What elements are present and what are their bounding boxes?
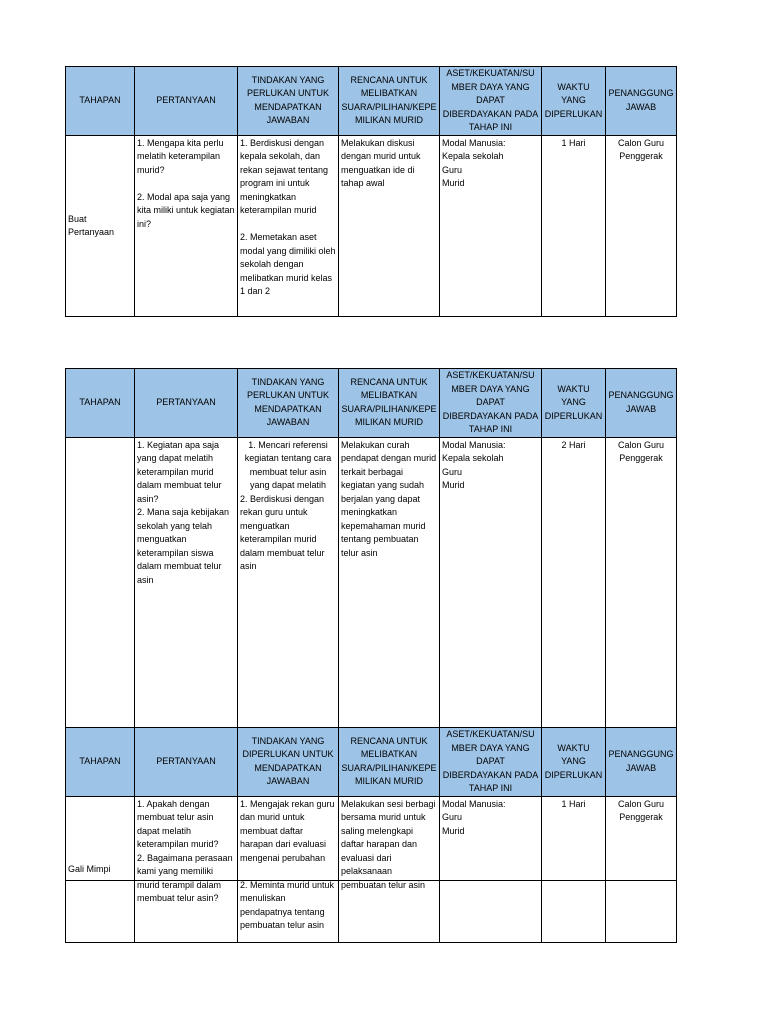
header-tindakan: TINDAKAN YANG DIPERLUKAN UNTUK MENDAPATKAN JAWABAN [238, 728, 339, 797]
header-tahapan: TAHAPAN [66, 67, 135, 136]
header-rencana: RENCANA UNTUK MELIBATKAN SUARA/PILIHAN/KEPE MILIKAN MURID [339, 67, 440, 136]
pertanyaan-item: 1. Apakah dengan membuat telur asin dapat melatih keterampilan murid? [137, 798, 219, 849]
rencana-cell: Melakukan sesi berbagi bersama murid untuk saling melengkapi daftar harapan dan evaluasi dari pelaksanaan pembuatan telur asin [339, 796, 440, 942]
tindakan-item: 1. Mengajak rekan guru dan murid untuk membuat daftar harapan dari evaluasi mengenai perubahan [240, 798, 335, 863]
tindakan-item: 1. Berdiskusi dengan kepala sekolah, dan rekan sejawat tentang program ini untuk meningkatkan keterampilan murid [240, 137, 329, 215]
aset-item: Guru [442, 164, 463, 175]
waktu-cell: 1 Hari [542, 135, 606, 316]
aset-item: Guru [442, 812, 463, 822]
header-waktu: WAKTU YANG DIPERLUKAN [542, 728, 606, 797]
header-tindakan: TINDAKAN YANG PERLUKAN UNTUK MENDAPATKAN JAWABAN [238, 67, 339, 136]
pertanyaan-item: 2. Modal apa saja yang kita miliki untuk kegiatan ini? [137, 191, 235, 229]
waktu-cell: 1 Hari [542, 796, 606, 942]
header-aset: ASET/KEKUATAN/SU MBER DAYA YANG DAPAT DIBERDAYAKAN PADA TAHAP INI [440, 369, 542, 438]
aset-item: Murid [442, 480, 465, 490]
tahapan-cell: Buat Pertanyaan [66, 135, 135, 316]
header-tahapan: TAHAPAN [66, 728, 135, 797]
header-waktu: WAKTU YANG DIPERLUKAN [542, 369, 606, 438]
header-penanggung-jawab: PENANGGUNG JAWAB [606, 67, 677, 136]
tahapan-cell: Gali Mimpi [66, 796, 135, 942]
pertanyaan-item: 1. Mengapa kita perlu melatih keterampilan murid? [137, 137, 224, 175]
header-pertanyaan: PERTANYAAN [135, 67, 238, 136]
tindakan-cell [238, 796, 339, 942]
tindakan-cell [238, 135, 339, 316]
header-rencana: RENCANA UNTUK MELIBATKAN SUARA/PILIHAN/KEPE MILIKAN MURID [339, 728, 440, 797]
tindakan-item: 2. Meminta murid untuk menuliskan pendapatnya tentang pembuatan telur asin [240, 879, 335, 930]
tindakan-item: 2. Memetakan aset modal yang dimiliki oleh sekolah dengan melibatkan murid kelas 1 dan 2 [240, 232, 336, 296]
header-tahapan: TAHAPAN [66, 369, 135, 438]
penanggung-jawab-cell: Calon Guru Penggerak [606, 135, 677, 316]
pertanyaan-item: 2. Mana saja kebijakan sekolah yang telah menguatkan keterampilan siswa dalam membuat telur asin [137, 507, 230, 585]
aset-item: Kepala sekolah [442, 453, 504, 463]
aset-item: Modal Manusia: [442, 798, 506, 809]
pertanyaan-cell [135, 135, 238, 316]
aset-cell [440, 135, 542, 316]
table-header-row [66, 369, 677, 438]
header-penanggung-jawab: PENANGGUNG JAWAB [606, 728, 677, 797]
aset-item: Kepala sekolah [442, 151, 504, 161]
header-penanggung-jawab: PENANGGUNG JAWAB [606, 369, 677, 438]
header-aset: ASET/KEKUATAN/SU MBER DAYA YANG DAPAT DIBERDAYAKAN PADA TAHAP INI [440, 728, 542, 797]
aset-item: Modal Manusia: [442, 439, 506, 450]
table-header-row [66, 728, 677, 797]
waktu-cell: 2 Hari [542, 437, 606, 880]
header-tindakan: TINDAKAN YANG PERLUKAN UNTUK MENDAPATKAN JAWABAN [238, 369, 339, 438]
table-header-row [66, 67, 677, 136]
pertanyaan-item: 2. Bagaimana perasaan kami yang memiliki murid terampil dalam membuat telur asin? [137, 852, 233, 903]
pertanyaan-item: 1. Kegiatan apa saja yang dapat melatih keterampilan murid dalam membuat telur asin? [137, 439, 222, 504]
header-rencana: RENCANA UNTUK MELIBATKAN SUARA/PILIHAN/KEPE MILIKAN MURID [339, 369, 440, 438]
rencana-cell: Melakukan diskusi dengan murid untuk menguatkan ide di tahap awal [339, 135, 440, 316]
pertanyaan-cell [135, 796, 238, 942]
aset-item: Murid [442, 178, 465, 188]
tindakan-item: 2. Berdiskusi dengan rekan guru untuk menguatkan keterampilan murid dalam membuat telur asin [240, 493, 325, 571]
table-row [66, 796, 677, 942]
aset-cell [440, 796, 542, 942]
aset-item: Murid [442, 825, 465, 836]
table-row [66, 135, 677, 316]
penanggung-jawab-cell: Calon Guru Penggerak [606, 437, 677, 880]
header-aset: ASET/KEKUATAN/SU MBER DAYA YANG DAPAT DIBERDAYAKAN PADA TAHAP INI [440, 67, 542, 136]
plan-table-3 [65, 727, 677, 943]
plan-table-1 [65, 66, 677, 317]
aset-item: Guru [442, 466, 463, 477]
header-waktu: WAKTU YANG DIPERLUKAN [542, 67, 606, 136]
penanggung-jawab-cell: Calon Guru Penggerak [606, 796, 677, 942]
header-pertanyaan: PERTANYAAN [135, 369, 238, 438]
tindakan-item: 1. Mencari referensi kegiatan tentang cara membuat telur asin yang dapat melatih [244, 439, 332, 490]
header-pertanyaan: PERTANYAAN [135, 728, 238, 797]
rencana-cell: Melakukan curah pendapat dengan murid terkait berbagai kegiatan yang sudah berjalan yang dapat meningkatkan kepemahaman murid tentang pembuatan telur asin [339, 437, 440, 880]
aset-item: Modal Manusia: [442, 137, 506, 148]
